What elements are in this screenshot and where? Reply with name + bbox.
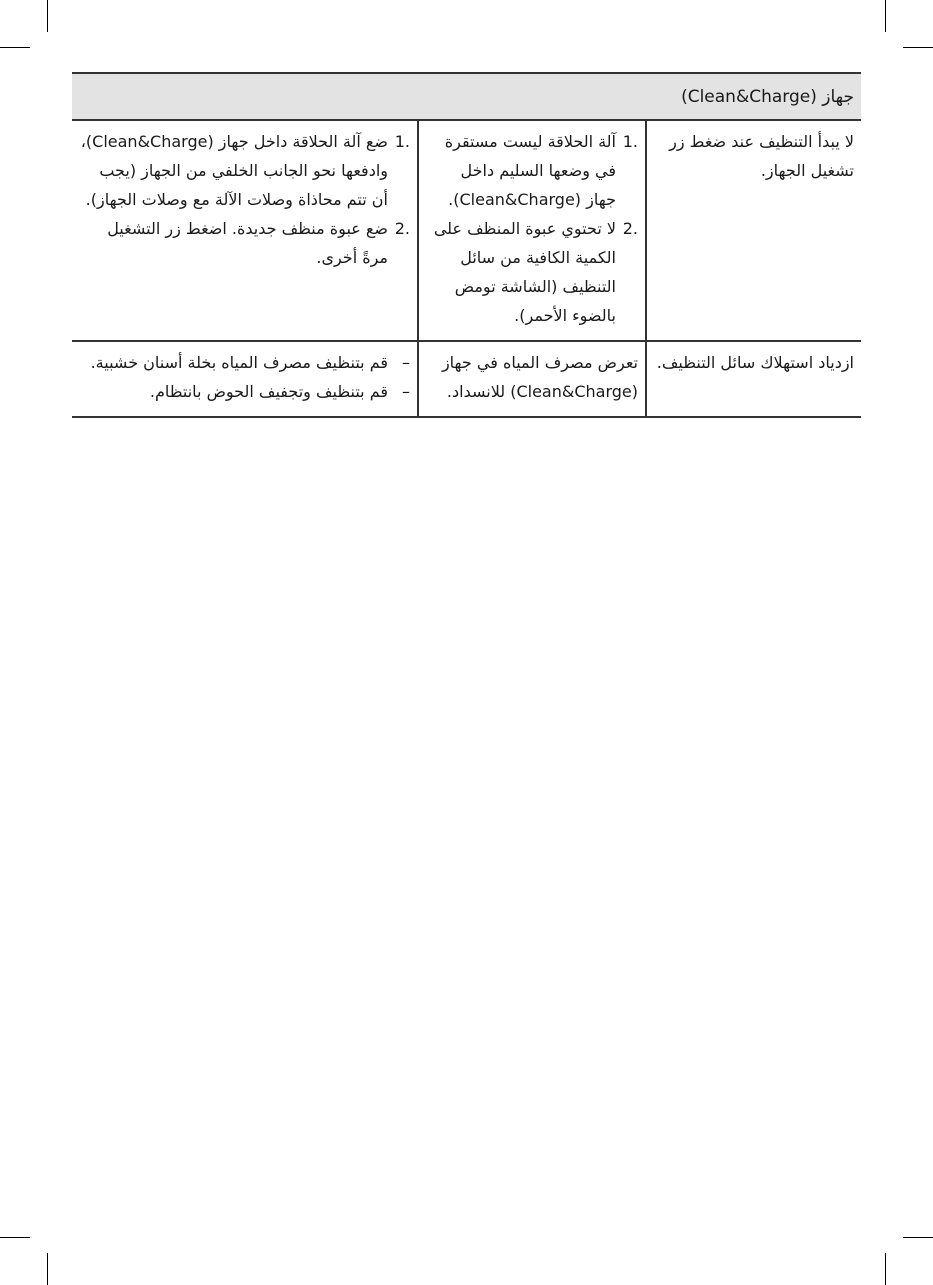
solution-cell (72, 341, 418, 417)
item-dash: – (402, 353, 410, 372)
item-dash: – (402, 382, 410, 401)
solution-item (79, 377, 410, 406)
item-number: 2. (394, 219, 410, 238)
item-number: 2. (622, 219, 638, 238)
solution-item (79, 348, 410, 377)
crop-mark-right-bottom (903, 1237, 933, 1238)
crop-mark-right-top (903, 47, 933, 48)
solution-cell (72, 120, 418, 341)
crop-mark-left-top (0, 47, 30, 48)
solution-item (79, 214, 410, 272)
cause-item (426, 214, 638, 330)
table-row (72, 120, 861, 341)
problem-cell: لا يبدأ التنظيف عند ضغط زر تشغيل الجهاز. (646, 120, 861, 341)
table-row (72, 341, 861, 417)
item-number: 1. (622, 132, 638, 151)
crop-mark-top-right (885, 0, 886, 32)
item-text: ضع آلة الحلاقة داخل جهاز (Clean&Charge)، وادفعها نحو الجانب الخلفي من الجهاز (يجب أن تتم محاذاة وصلات الآلة مع وصلات الجهاز). (80, 132, 388, 209)
solution-item (79, 127, 410, 214)
item-text: لا تحتوي عبوة المنظف على الكمية الكافية من سائل التنظيف (الشاشة تومض بالضوء الأحمر). (433, 219, 616, 325)
table-header: جهاز (Clean&Charge) (72, 73, 861, 120)
crop-mark-left-bottom (0, 1237, 30, 1238)
cause-cell (418, 341, 646, 417)
cause-cell (418, 120, 646, 341)
item-number: 1. (394, 132, 410, 151)
item-text: قم بتنظيف مصرف المياه بخلة أسنان خشبية. (90, 353, 388, 372)
item-text: تعرض مصرف المياه في جهاز (Clean&Charge) للانسداد. (441, 353, 638, 401)
problem-cell: ازدياد استهلاك سائل التنظيف. (646, 341, 861, 417)
troubleshooting-table (72, 72, 861, 418)
table-header-row (72, 73, 861, 120)
crop-mark-top-left (47, 0, 48, 32)
cause-item (426, 127, 638, 214)
crop-mark-bottom-right (885, 1253, 886, 1285)
item-text: قم بتنظيف وتجفيف الحوض بانتظام. (149, 382, 388, 401)
item-text: آلة الحلاقة ليست مستقرة في وضعها السليم داخل جهاز (Clean&Charge). (444, 132, 616, 209)
item-text: ضع عبوة منظف جديدة. اضغط زر التشغيل مرةً أخرى. (107, 219, 388, 267)
cause-item (426, 348, 638, 406)
crop-mark-bottom-left (47, 1253, 48, 1285)
